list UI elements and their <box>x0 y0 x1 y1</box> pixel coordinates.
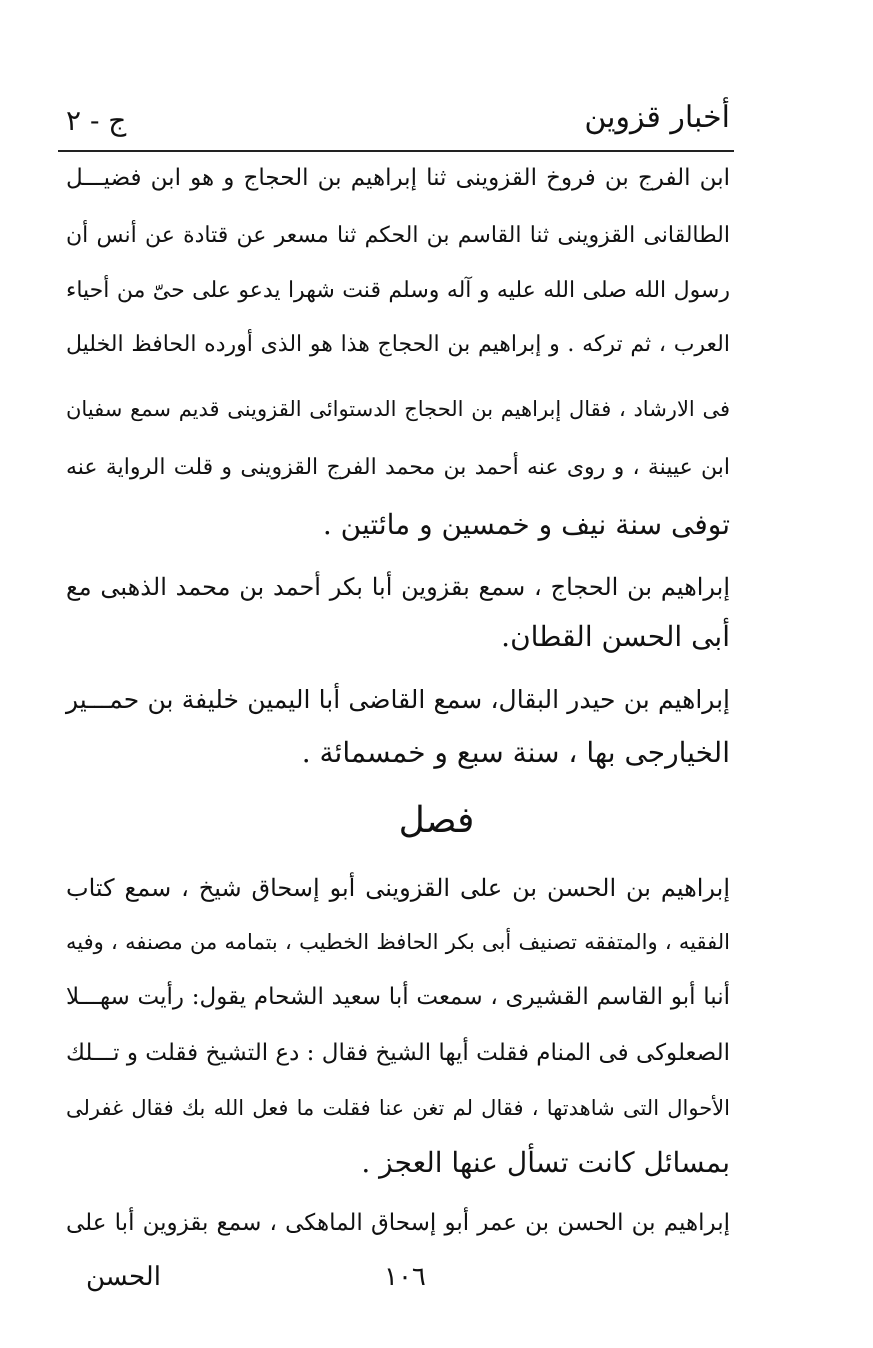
text-line: إبراهيم بن الحسن بن على القزوينى أبو إسحاق شيخ ، سمع كتاب <box>66 874 730 902</box>
text-line: الفقيه ، والمتفقه تصنيف أبى بكر الحافظ الخطيب ، بتمامه من مصنفه ، وفيه <box>66 930 730 954</box>
text-line: ابن عيينة ، و روى عنه أحمد بن محمد الفرج القزوينى و قلت الرواية عنه <box>66 455 730 480</box>
text-line: توفى سنة نيف و خمسين و مائتين . <box>322 508 730 541</box>
text-line: أبى الحسن القطان. <box>501 620 730 653</box>
text-line: بمسائل كانت تسأل عنها العجز . <box>361 1146 730 1179</box>
text-line: العرب ، ثم تركه . و إبراهيم بن الحجاج هذا هو الذى أورده الحافظ الخليل <box>66 332 730 357</box>
catchword: الحسن <box>86 1262 161 1292</box>
text-line: إبراهيم بن حيدر البقال، سمع القاضى أبا اليمين خليفة بن حمـــير <box>66 685 730 714</box>
text-line: الخيارجى بها ، سنة سبع و خمسمائة . <box>301 736 730 769</box>
text-line: الطالقانى القزوينى ثنا القاسم بن الحكم ثنا مسعر عن قتادة عن أنس أن <box>66 223 730 248</box>
text-line: إبراهيم بن الحجاج ، سمع بقزوين أبا بكر أحمد بن محمد الذهبى مع <box>66 573 730 601</box>
page-number: ١٠٦ <box>384 1262 426 1292</box>
text-line: الصعلوكى فى المنام فقلت أيها الشيخ فقال : دع التشيخ فقلت و تـــلك <box>65 1040 730 1066</box>
text-line: إبراهيم بن الحسن بن عمر أبو إسحاق الماهكى ، سمع بقزوين أبا على <box>66 1210 730 1236</box>
text-line: أنبا أبو القاسم القشيرى ، سمعت أبا سعيد الشحام يقول: رأيت سهـــلا <box>66 984 730 1010</box>
text-line: رسول الله صلى الله عليه و آله وسلم قنت شهرا يدعو على حىّ من أحياء <box>66 278 730 303</box>
book-title: أخبار قزوين <box>584 100 730 135</box>
running-header <box>58 92 734 152</box>
text-line: الأحوال التى شاهدتها ، فقال لم تغن عنا فقلت ما فعل الله بك فقال غفرلى <box>66 1096 730 1120</box>
text-line: ابن الفرج بن فروخ القزوينى ثنا إبراهيم بن الحجاج و هو ابن فضيـــل <box>66 165 730 191</box>
section-heading: فصل <box>398 800 475 841</box>
text-line: فى الارشاد ، فقال إبراهيم بن الحجاج الدستوائى القزوينى قديم سمع سفيان <box>66 397 730 421</box>
volume-number: ج - ٢ <box>66 104 127 137</box>
